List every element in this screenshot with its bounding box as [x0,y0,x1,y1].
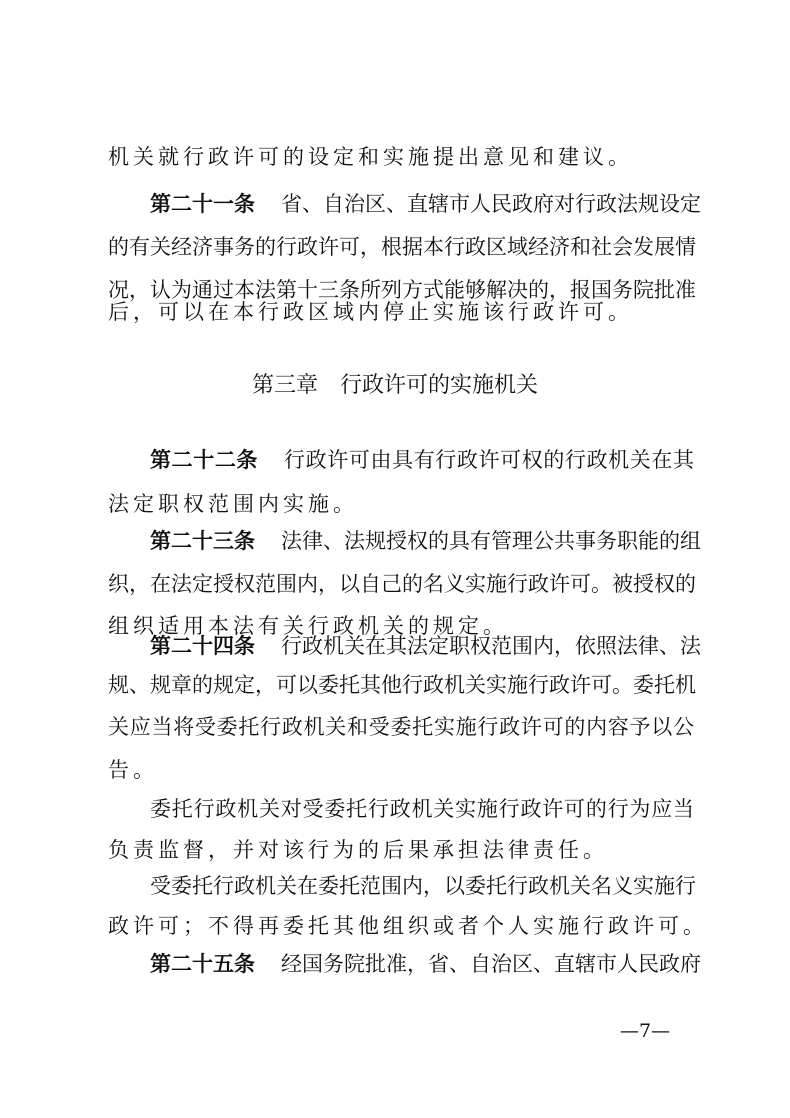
article-22-line [150,440,694,480]
article-number: 第二十三条 [150,529,255,553]
line-text: 省、自治区、直辖市人民政府对行政法规设定 [281,192,701,216]
paragraph-line: 况，认为通过本法第十三条所列方式能够解决的，报国务院批准 [108,278,696,302]
line-text: 经国务院批准，省、自治区、直辖市人民政府 [281,952,701,976]
paragraph-line: 受委托行政机关在委托范围内，以委托行政机关名义实施行 [150,874,696,898]
article-number: 第二十一条 [150,192,255,216]
paragraph-line: 织，在法定授权范围内，以自己的名义实施行政许可。被授权的 [108,572,696,596]
paragraph-line: 关应当将受委托行政机关和受委托实施行政许可的内容予以公 [108,715,694,739]
paragraph-line: 委托行政机关对受委托行政机关实施行政许可的行为应当 [150,797,694,821]
article-21-line [150,184,701,224]
chapter-title: 行政许可的实施机关 [340,373,539,398]
line-text: 机关就行政许可的设定和实施提出意见和建议。 [108,145,633,169]
article-25-line [150,944,701,984]
paragraph-line: 规、规章的规定，可以委托其他行政机关实施行政许可。委托机 [108,673,696,697]
article-number: 第二十五条 [150,952,255,976]
line-text: 行政许可由具有行政许可权的行政机关在其 [284,448,695,472]
article-number: 第二十二条 [150,448,259,472]
article-24-line [150,626,701,666]
paragraph-line: 政许可；不得再委托其他组织或者个人实施行政许可。 [108,914,708,938]
chapter-number: 第三章 [251,373,318,398]
chapter-heading [0,366,790,406]
article-23-line [150,521,701,561]
paragraph-line: 法定职权范围内实施。 [108,492,358,516]
page-number: —7— [619,1020,671,1042]
line-text: 法律、法规授权的具有管理公共事务职能的组 [281,529,701,553]
paragraph-line: 负责监督，并对该行为的后果承担法律责任。 [108,838,608,862]
paragraph-line: 告。 [108,758,158,782]
paragraph-line [108,137,694,177]
paragraph-line: 组织适用本法有关行政机关的规定。 [108,614,508,638]
paragraph-line: 的有关经济事务的行政许可，根据本行政区域经济和社会发展情 [108,235,696,259]
paragraph-line: 后，可以在本行政区域内停止实施该行政许可。 [108,300,633,324]
article-number: 第二十四条 [150,634,255,658]
line-text: 行政机关在其法定职权范围内，依照法律、法 [281,634,701,658]
